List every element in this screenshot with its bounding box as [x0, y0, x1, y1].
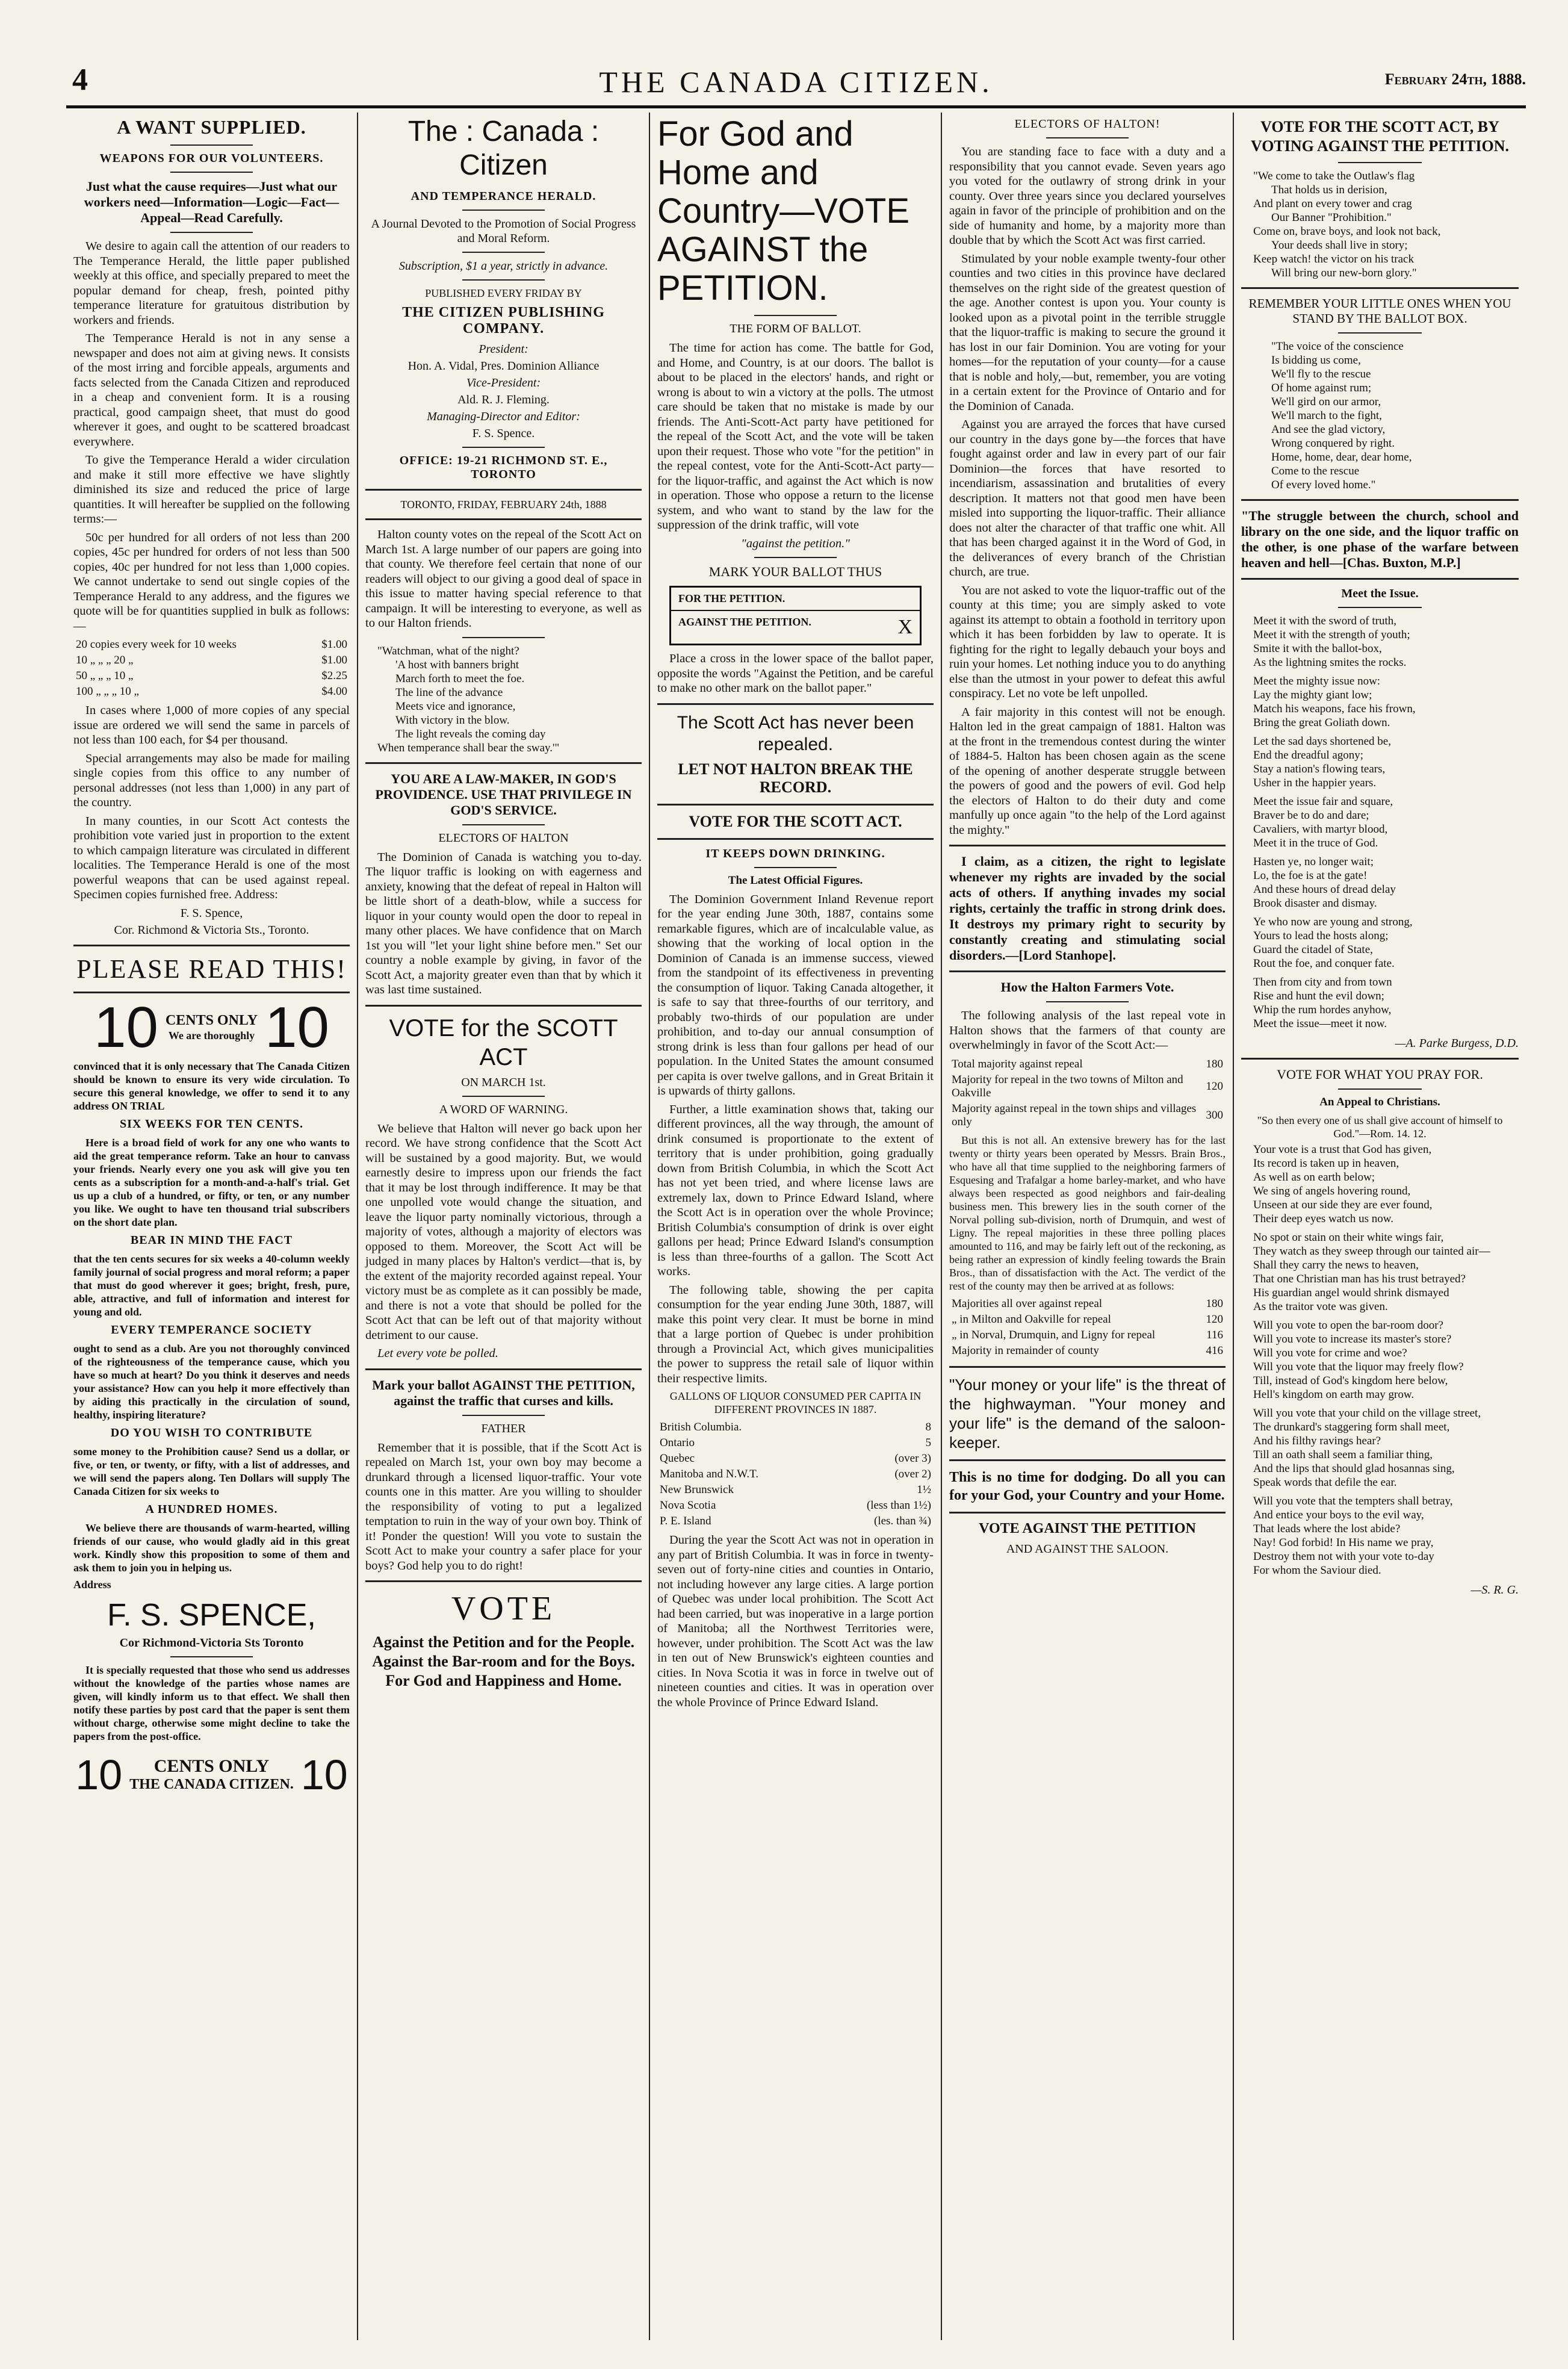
poem-line	[1241, 910, 1519, 915]
table-row: Total majority against repeal 180	[952, 1057, 1223, 1070]
poem-line: Meet it with the sword of truth,	[1253, 615, 1396, 627]
table-row: British Columbia. 8	[660, 1421, 931, 1433]
poem-line: Lo, the foe is at the gate!	[1253, 869, 1368, 882]
bottom-cents-banner: 10 CENTS ONLY THE CANADA CITIZEN. 10	[75, 1751, 348, 1798]
paragraph: The Dominion of Canada is watching you to-day. The liquor traffic is looking on with eagerness and anxiety, knowing that the defeat of repeal in Halton will be little short of a death-blow, while a success for liquor in your county would open the door to repeal in many other places. We have confidence that on March 1st you will "let your light shine before men." Set our country a noble example by giving, in favor of the Scott Act, a majority greater even than that by which it was last time sustained.	[365, 850, 642, 996]
paragraph: In many counties, in our Scott Act contests the prohibition vote varied just in proportion to the extent to which campaign literature was circulated in different localities. The Temperance Herald is one of the most powerful weapons that can be used against repeal. Specimen copies furnished free. Address:	[73, 814, 350, 901]
deck: Just what the cause requires—Just what our workers need—Information—Logic—Fact—Appeal—Read Carefully.	[84, 179, 339, 225]
paragraph: The Temperance Herald is not in any sense a newspaper and does not aim at giving news. It consists of the most irring and forcible appeals, arguments and facts selected from the Canada Citizen and reproduced in a cheap and convenient form. It is a rousing practical, good campaign sheet, that must do good wherever it goes, and ought to be scattered broadcast everywhere.	[73, 332, 350, 449]
poem-line	[1241, 669, 1519, 674]
paragraph: Place a cross in the lower space of the ballot paper, opposite the words "Against the Petition, and be careful to make no other mark on the ballot paper."	[657, 652, 934, 695]
office-address: OFFICE: 19-21 RICHMOND ST. E., TORONTO	[399, 454, 608, 481]
poem-line: Will you vote that the tempters shall betray,	[1253, 1495, 1453, 1507]
poem-line: Will you vote for crime and woe?	[1253, 1347, 1407, 1359]
poem-line: Braver be to do and dare;	[1253, 809, 1369, 822]
poem-line: Match his weapons, face his frown,	[1253, 703, 1416, 715]
poem-line	[1241, 970, 1519, 975]
poem-line: Cavaliers, with martyr blood,	[1253, 823, 1388, 836]
poem	[1241, 614, 1519, 1031]
poem-line: End the dreadful agony;	[1253, 749, 1364, 762]
poem-line: Let the sad days shortened be,	[1253, 735, 1391, 748]
poem-line: Guard the citadel of State,	[1253, 943, 1373, 956]
paragraph: But this is not all. An extensive brewery has for the last twenty or thirty years been operated by Messrs. Brain Bros., who have all that time supplied to the neighboring farmers of Esquesing and Trafalgar a home barley-market, and who have always been respected as good neighbors and fair-dealing business men. This brewery lies in the south corner of the Norval polling sub-division, north of Drumquin, and west of Ligny. The repeal majorities in these three polling places amounted to 116, and may be fairly left out of the reckoning, as being rather an expression of kindly feeling towards the Brain Bros., than of dissatisfaction with the Act. The verdict of the rest of the county may then be arrived at as follows:	[949, 1134, 1226, 1292]
poem-line: Hasten ye, no longer wait;	[1253, 855, 1374, 868]
poem-line: And these hours of dread delay	[1253, 883, 1396, 896]
paragraph: some money to the Prohibition cause? Send us a dollar, or five, or ten, or twenty, or fifty, with a list of addresses, and we will send the papers along. Ten Dollars will supply The Canada Citizen for six weeks to	[73, 1445, 350, 1497]
poem-line: Brook disaster and dismay.	[1253, 897, 1377, 910]
sample-ballot	[669, 586, 922, 645]
table-row: 10 „ „ „ 20 „ $1.00	[76, 654, 347, 666]
ballot-row-against: AGAINST THE PETITION. X	[678, 616, 913, 638]
electors-heading: ELECTORS OF HALTON!	[1014, 117, 1161, 131]
paragraph: Let every vote be polled.	[377, 1347, 498, 1360]
table-row: 50 „ „ „ 10 „ $2.25	[76, 669, 347, 682]
table-row: Majority for repeal in the two towns of Milton and Oakville 120	[952, 1073, 1223, 1099]
poem-line: Will you vote to open the bar-room door?	[1253, 1319, 1443, 1332]
masthead	[66, 57, 1526, 108]
poem	[1241, 1143, 1519, 1577]
poem-line: Will you vote that the liquor may freely flow?	[1253, 1361, 1464, 1373]
paragraph: Here is a broad field of work for any one who wants to aid the great temperance reform. Take an hour to canvass your friends. Nearly every one you ask will give you ten cents as a subscription for a month-and-a-half's trial. Get us up a club of a hundred, or fifty, or ten, or any number you like. We ought to have ten thousand trial subscribers on the short date plan.	[73, 1136, 350, 1228]
poem-line: They watch as they sweep through our tainted air—	[1253, 1245, 1490, 1258]
spence-address: Cor Richmond-Victoria Sts Toronto	[119, 1636, 304, 1650]
poem-line: That leads where the lost abide?	[1253, 1523, 1401, 1535]
paragraph: During the year the Scott Act was not in operation in any part of British Columbia. It was in force in twenty-seven out of forty-nine cities and counties in Ontario, not including however any large cities. A large portion of Quebec was under local prohibition. The Scott Act had been carried, but was inoperative in a large portion of Manitoba; all the Northwest Territories were, however, under prohibition. The Scott Act was the law in ten out of New Brunswick's eighteen counties and cities. In Nova Scotia it was in force in twelve out of nineteen counties and cities. It was in operation over the whole Province of Prince Edward Island.	[657, 1533, 934, 1709]
poem-line: Rise and hunt the evil down;	[1253, 990, 1384, 1002]
table-row: Majorities all over against repeal 180	[952, 1297, 1223, 1310]
paragraph: The following analysis of the last repeal vote in Halton shows that the farmers of that county are overwhelmingly in favor of the Scott Act:—	[949, 1009, 1226, 1052]
halton-majority-table	[949, 1057, 1226, 1130]
company-name: THE CITIZEN PUBLISHING COMPANY.	[402, 305, 605, 337]
newspaper-title: THE CANADA CITIZEN.	[599, 65, 993, 99]
poem-line: Rout the foe, and conquer fate.	[1253, 957, 1395, 970]
poem-line: Till an oath shall seem a familiar thing,	[1253, 1448, 1433, 1461]
section-heading: A HUNDRED HOMES.	[145, 1502, 278, 1516]
poem-line: Then from city and from town	[1253, 976, 1392, 989]
column-1: A WANT SUPPLIED. WEAPONS FOR OUR VOLUNTEERS. Just what the cause requires—Just what our workers need—Information—Logic—Fact—Appeal—Read Carefully. We desire to again call the attention of our readers to The Temperance Herald, the little paper published weekly at this office, and specially prepared to meet the popular demand for cheap, fresh, pointed pithy temperance literature for gratuitous distribution by workers and friends. The Temperance Herald is not in any sense a newspaper and does not aim at giving news. It consists of the most irring and forcible appeals, arguments and facts selected from the Canada Citizen and reproduced in a cheap and convenient form. It is a rousing practical, good campaign sheet, that must do good wherever it goes, and ought to be scattered broadcast everywhere. To give the Temperance Herald a wider circulation and make it still more effective we have slightly diminished its size and reduced the price of large quantities. It will hereafter be supplied on the following terms:— 50c per hundred for all orders of not less than 200 copies, 45c per hundred for orders of not less than 500 copies, 40c per hundred for not less than 1,000 copies. We cannot undertake to send out single copies of the Temperance Herald to any address, and the figures we quote will be for quantities supplied in bulk as follows:— 20 copies every week for 10 weeks $1.00 10 „ „ „ 20 „ $1.00 50 „ „ „ 10 „ $2.25 100 „ „ „ 10 „ $4.00 In cases where 1,000 of more copies of any special issue are ordered we will send the same in parcels of not less than 100 each, for $4 per thousand. Special arrangements may also be made for mailing single copies from this office to any number of personal addresses (not less than 1,000) in any part of the country. In many counties, in our Scott Act contests the prohibition vote varied just in proportion to the extent to which campaign literature was circulated in different localities. The Temperance Herald is one of the most powerful weapons that can be used against repeal. Specimen copies furnished free. Address: F. S. Spence, Cor. Richmond & Victoria Sts., Toronto. PLEASE READ THIS! 10 CENTS ONLY We are thoroughly 10 convinced that it is only necessary that The Canada Citizen should be known to ensure its very wide circulation. To secure this general knowledge, we offer to send it to any address ON TRIAL SIX WEEKS FOR TEN CENTS. Here is a broad field of work for any one who wants to aid the great temperance reform. Take an hour to canvass your friends. Nearly every one you ask will give you ten cents as a subscription for a month-and-a-half's trial. Get us up a club of a hundred, or fifty, or ten, or any number you like. We ought to have ten thousand trial subscribers on the short date plan. BEAR IN MIND THE FACT that the ten cents secures for six weeks a 40-column weekly family journal of social progress and moral reform; a paper that must do good wherever it goes; bright, fresh, pure, able, attractive, and full of information and interest for young and old. EVERY TEMPERANCE SOCIETY ought to send as a club. Are you not thoroughly convinced of the righteousness of the temperance cause, which you have so much at heart? Do you think it deserves and needs your assistance? How can you help it more effectively than by aiding this practically in the circulation of sound, healthy, inspiring literature? DO YOU WISH TO CONTRIBUTE some money to the Prohibition cause? Send us a dollar, or five, or ten, or twenty, or fifty, with a list of addresses, and we will send the papers along. Ten Dollars will supply The Canada Citizen for six weeks to A HUNDRED HOMES. We believe there are thousands of warm-hearted, willing friends of our cause, who would gladly aid in this great work. Kindly show this proposition to some of them and ask them to join you in helping us. Address F. S. SPENCE, Cor Richmond-Victoria Sts Toronto It is specially requested that those who send us addresses without the knowledge of the parties whose names are given, will kindly inform us to that effect. We shall then notify these parties by post card that the paper is sent them without charge, otherwise some might decline to take the papers from the post-office. 10 CENTS ONLY THE CANADA CITIZEN. 10	[66, 113, 358, 2340]
column-2: The : Canada : Citizen AND TEMPERANCE HERALD. A Journal Devoted to the Promotion of Social Progress and Moral Reform. Subscription, $1 a year, strictly in advance. PUBLISHED EVERY FRIDAY BY THE CITIZEN PUBLISHING COMPANY. President: Hon. A. Vidal, Pres. Dominion Alliance Vice-President: Ald. R. J. Fleming. Managing-Director and Editor: F. S. Spence. OFFICE: 19-21 RICHMOND ST. E., TORONTO TORONTO, FRIDAY, FEBRUARY 24th, 1888 Halton county votes on the repeal of the Scott Act on March 1st. A large number of our papers are going into that county. We therefore feel certain that none of our readers will object to our giving a good deal of space in this issue to matter having special reference to that campaign. It will be interesting to everyone, as well as to our Halton friends. "Watchman, what of the night? 'A host with banners bright March forth to meet the foe. The line of the advance Meets vice and ignorance, With victory in the blow. The light reveals the coming day When temperance shall bear the sway.'" YOU ARE A LAW-MAKER, IN GOD'S PROVIDENCE. USE THAT PRIVILEGE IN GOD'S SERVICE. ELECTORS OF HALTON The Dominion of Canada is watching you to-day. The liquor traffic is looking on with eagerness and anxiety, knowing that the defeat of repeal in Halton will be little short of a death-blow, while a success for liquor in your county would open the door to repeal in many other places. We have confidence that on March 1st you will "let your light shine before men." Set our country a noble example by giving, in favor of the Scott Act, a majority greater even than that by which it was last time sustained. VOTE for the SCOTT ACT ON MARCH 1st. A WORD OF WARNING. We believe that Halton will never go back upon her record. We have strong confidence that the Scott Act will be sustained by a good majority. But, we would earnestly desire to impress upon our friends the fact that it may be lost through indifference. It may be that one unpolled vote would change the situation, and leave the liquor party nominally victorious, through a majority of votes, although a majority of electors was opposed to them. Moreover, the Scott Act will be judged in many places by Halton's verdict—that is, by the extent of the majority recorded against repeal. Your victory must be as complete as it can possibly be made, and there is not a vote that should be polled for the Scott Act that can be left out of that majority without detriment to our cause. Let every vote be polled. Mark your ballot AGAINST THE PETITION, against the traffic that curses and kills. FATHER Remember that it is possible, that if the Scott Act is repealed on March 1st, your own boy may become a drunkard through a licensed liquor-traffic. Your vote counts one in this matter. Are you willing to shoulder the responsibility of voting to put a legalized temptation to ruin in the way of your own boy. Think of it! Ponder the question! Will you vote to sustain the Scott Act to make your country a safer place for your boys? God help you to do right! VOTE Against the Petition and for the People. Against the Bar-room and for the Boys. For God and Happiness and Home.	[358, 113, 650, 2340]
table-row: „ in Milton and Oakville for repeal 120	[952, 1312, 1223, 1326]
paragraph: The time for action has come. The battle for God, and Home, and Country, is at our doors. The ballot is about to be placed in the electors' hands, and right or wrong is about to win a victory at the polls. The utmost care should be taken that no mistake is made by our friends. The Anti-Scott-Act party have petitioned for the repeal of the Scott Act, and the vote will be taken upon their request. Those who vote "for the petition" in the repeal contest, vote for the Anti-Scott-Act party—for the liquor-traffic, and against the Act which is now in operation. Those who oppose a return to the license system, and who want to stand by the law for the suppression of the drink traffic, will vote	[657, 341, 934, 532]
poem: "Watchman, what of the night? 'A host with banners bright March forth to meet the foe. The line of the advance Meets vice and ignorance, With victory in the blow. The light reveals the coming day When temperance shall bear the sway.'"	[377, 644, 560, 754]
paragraph: Halton county votes on the repeal of the Scott Act on March 1st. A large number of our papers are going into that county. We therefore feel certain that none of our readers will object to our giving a good deal of space in this issue to matter having special reference to that campaign. It will be interesting to everyone, as well as to our Halton friends.	[365, 528, 642, 630]
paragraph: The following table, showing the per capita consumption for the year ending June 30th, 1887, will make this point very clear. It must be borne in mind that a large portion of Quebec is under prohibition through a Provincial Act, which gives municipalities the power to suppress the retail sale of liquor within their respective limits.	[657, 1283, 934, 1385]
table-row: 20 copies every week for 10 weeks $1.00	[76, 638, 347, 651]
table-row: Majority against repeal in the town ships and villages only 300	[952, 1102, 1223, 1128]
poem-line: The drunkard's staggering form shall meet,	[1253, 1421, 1450, 1433]
address-line: Cor. Richmond & Victoria Sts., Toronto.	[114, 923, 309, 937]
paragraph: Against you are arrayed the forces that have cursed our country in the days gone by—the forces that have fought against order and law in every part of our fair Dominion—the forces that have resorted to incendiarism, assassination and brutalities of every description. It matters not that good men have been misled into supporting the liquor-traffic. Their alliance does not alter the character of that traffic one whit. All that has been charged against it in the Word of God, in the deliverances of every branch of the Christian church, are true.	[949, 418, 1226, 579]
poem-line: We sing of angels hovering round,	[1253, 1185, 1411, 1197]
poem-line: Meet the issue fair and square,	[1253, 795, 1393, 808]
paragraph: that the ten cents secures for six weeks a 40-column weekly family journal of social progress and moral reform; a paper that must do good wherever it goes; bright, fresh, pure, able, attractive, and full of information and interest for young and old.	[73, 1252, 350, 1318]
section-heading: BEAR IN MIND THE FACT	[130, 1233, 293, 1247]
poem-line: Their deep eyes watch us now.	[1253, 1212, 1394, 1225]
paragraph: Special arrangements may also be made for mailing single copies from this office to any number of personal addresses (not less than 1,000) in any part of the country.	[73, 751, 350, 809]
table-row: P. E. Island (les. than ¾)	[660, 1515, 931, 1527]
poem-line: His guardian angel would shrink dismayed	[1253, 1287, 1449, 1299]
poem-line	[1241, 1489, 1519, 1494]
please-read-heading: PLEASE READ THIS!	[76, 954, 347, 984]
poem-line: That one Christian man has his trust betrayed?	[1253, 1273, 1466, 1285]
paragraph: 50c per hundred for all orders of not less than 200 copies, 45c per hundred for orders of not less than 500 copies, 40c per hundred for not less than 1,000 copies. We cannot undertake to send out single copies of the Temperance Herald to any address, and the figures we quote will be for quantities supplied in bulk as follows:—	[73, 530, 350, 633]
section-heading: SIX WEEKS FOR TEN CENTS.	[119, 1117, 303, 1131]
paragraph: Remember that it is possible, that if the Scott Act is repealed on March 1st, your own boy may become a drunkard through a licensed liquor-traffic. Your vote counts one in this matter. Are you willing to shoulder the responsibility of voting to put a legalized temptation to ruin in the way of your own boy. Think of it! Ponder the question! Will you vote to sustain the Scott Act to make your country a safer place for your boys? God help you to do right!	[365, 1441, 642, 1573]
table-row: Nova Scotia (less than 1½)	[660, 1499, 931, 1512]
poem-line: Hell's kingdom on earth may grow.	[1253, 1388, 1415, 1401]
poem-line: Your vote is a trust that God has given,	[1253, 1143, 1432, 1156]
ballot-row-for: FOR THE PETITION.	[671, 588, 920, 611]
poem-line: No spot or stain on their white wings fair,	[1253, 1231, 1444, 1244]
poem: "The voice of the conscience Is bidding us come, We'll fly to the rescue Of home against rum; We'll gird on our armor, We'll march to the fight, And see the glad victory, Wrong conquered by right. Home, home, dear, dear home, Come to the rescue Of every loved home."	[1271, 340, 1412, 491]
main-headline: For God and Home and Country—VOTE AGAINST the PETITION.	[657, 114, 910, 308]
column-5: VOTE FOR THE SCOTT ACT, BY VOTING AGAINST THE PETITION. "We come to take the Outlaw's flag That holds us in derision, And plant on every tower and crag Our Banner "Prohibition." Come on, brave boys, and look not back, Your deeds shall live in story; Keep watch! the victor on his track Will bring our new-born glory." REMEMBER YOUR LITTLE ONES WHEN YOU STAND BY THE BALLOT BOX. "The voice of the conscience Is bidding us come, We'll fly to the rescue Of home against rum; We'll gird on our armor, We'll march to the fight, And see the glad victory, Wrong conquered by right. Home, home, dear, dear home, Come to the rescue Of every loved home." "The struggle between the church, school and library on the one side, and the liquor traffic on the other, is one phase of the warfare between heaven and hell—[Chas. Buxton, M.P.] Meet the Issue. Meet it with the sword of truth, Meet it with the strength of youth; Smite it with the ballot-box, As the lightning smites the rocks. Meet the mighty issue now: Lay the mighty giant low; Match his weapons, face his frown, Bring the great Goliath down. Let the sad days shortened be, End the dreadful agony; Stay a nation's flowing tears, Usher in the happier years. Meet the issue fair and square, Braver be to do and dare; Cavaliers, with martyr blood, Meet it in the truce of God. Hasten ye, no longer wait; Lo, the foe is at the gate! And these hours of dread delay Brook disaster and dismay. Ye who now are young and strong, Yours to lead the hosts along; Guard the citadel of State, Rout the foe, and conquer fate. Then from city and from town Rise and hunt the evil down; Whip the rum hordes anyhow, Meet the issue—meet it now. —A. Parke Burgess, D.D. VOTE FOR WHAT YOU PRAY FOR. An Appeal to Christians. "So then every one of us shall give account of himself to God."—Rom. 14. 12. Your vote is a trust that God has given, Its record is taken up in heaven, As well as on earth below; We sing of angels hovering round, Unseen at our side they are ever found, Their deep eyes watch us now. No spot or stain on their white wings fair, They watch as they sweep through our tainted air— Shall they carry the news to heaven, That one Christian man has his trust betrayed? His guardian angel would shrink dismayed As the traitor vote was given. Will you vote to open the bar-room door? Will you vote to increase its master's store? Will you vote for crime and woe? Will you vote that the liquor may freely flow? Till, instead of God's kingdom here below, Hell's kingdom on earth may grow. Will you vote that your child on the village street, The drunkard's staggering form shall meet, And his filthy ravings hear? Till an oath shall seem a familiar thing, And the lips that should glad hosannas sing, Speak words that defile the ear. Will you vote that the tempters shall betray, And entice your boys to the evil way, That leads where the lost abide? Nay! God forbid! In His name we pray, Destroy them not with your vote to-day For whom the Saviour died. —S. R. G.	[1241, 118, 1519, 1597]
poem-line: And his filthy ravings hear?	[1253, 1435, 1381, 1447]
poem-line: Whip the rum hordes anyhow,	[1253, 1004, 1392, 1016]
poem-line	[1241, 790, 1519, 795]
poem: "We come to take the Outlaw's flag That holds us in derision, And plant on every tower and crag Our Banner "Prohibition." Come on, brave boys, and look not back, Your deeds shall live in story; Keep watch! the victor on his track Will bring our new-born glory."	[1253, 170, 1441, 279]
poem-line: Speak words that defile the ear.	[1253, 1476, 1397, 1489]
poem-line: Yours to lead the hosts along;	[1253, 930, 1389, 942]
vote-petition-heading: VOTE FOR THE SCOTT ACT, BY VOTING AGAINST THE PETITION.	[1250, 118, 1510, 155]
citizen-subtitle: AND TEMPERANCE HERALD.	[411, 190, 597, 203]
paragraph: The Dominion Government Inland Revenue report for the year ending June 30th, 1887, contains some remarkable figures, which are of incalculable value, as showing that the working of local option in the Dominion of Canada is an immense success, viewed from the standpoint of its effectiveness in preventing the consumption of liquor. Taking Canada altogether, it is safe to say that three-fourths of our territory, and probably two-thirds of our population are under prohibition, and to-day our annual consumption of strong drink is less than four gallons per head of our population. In the United States the amount consumed per capita is over twelve gallons, and in Great Britain it is upwards of thirty gallons.	[657, 892, 934, 1098]
poem-line	[1241, 850, 1519, 855]
paragraph: ought to send as a club. Are you not thoroughly convinced of the righteousness of the temperance cause, which you have so much at heart? Do you think it deserves and needs your assistance? How can you help it more effectively than by aiding this practically in the circulation of sound, healthy, inspiring literature?	[73, 1342, 350, 1421]
paragraph: convinced that it is only necessary that The Canada Citizen should be known to ensure its very wide circulation. To secure this general knowledge, we offer to send it to any address ON TRIAL	[73, 1060, 350, 1112]
poem-line: Nay! God forbid! In His name we pray,	[1253, 1536, 1434, 1549]
vote-heading: VOTE	[451, 1590, 556, 1627]
poem-line: Its record is taken up in heaven,	[1253, 1157, 1399, 1170]
poem-line: As well as on earth below;	[1253, 1171, 1375, 1184]
table-row: Majority in remainder of county 416	[952, 1344, 1223, 1357]
poem-line: Usher in the happier years.	[1253, 777, 1377, 789]
table-row: Manitoba and N.W.T. (over 2)	[660, 1468, 931, 1480]
poem-line: As the traitor vote was given.	[1253, 1300, 1388, 1313]
paragraph: Further, a little examination shows that, taking our different provinces, all the way through, the amount of drink consumed is proportionate to the extent of territory that is under prohibition, going gradually down from British Columbia, in which the Scott Act has not yet been tried, and where license laws are extremely lax, down to Prince Edward Island, where the Scott Act is in operation over the whole Province; British Columbia's consumption of drink is over eight gallons per head; Prince Edward Island's consumption is less than three-fourths of a gallon. The Scott Act works.	[657, 1102, 934, 1278]
weapons-subhead: WEAPONS FOR OUR VOLUNTEERS.	[99, 152, 324, 165]
poem-line: Stay a nation's flowing tears,	[1253, 763, 1386, 775]
poem-line: And the lips that should glad hosannas sing,	[1253, 1462, 1455, 1475]
section-heading: DO YOU WISH TO CONTRIBUTE	[110, 1426, 313, 1439]
poem-line: Shall they carry the news to heaven,	[1253, 1259, 1419, 1271]
poem-line: Lay the mighty giant low;	[1253, 689, 1372, 701]
want-supplied-heading: A WANT SUPPLIED.	[117, 116, 306, 138]
lawmaker-heading: YOU ARE A LAW-MAKER, IN GOD'S PROVIDENCE. USE THAT PRIVILEGE IN GOD'S SERVICE.	[375, 771, 632, 818]
poem-line: As the lightning smites the rocks.	[1253, 656, 1407, 669]
poem-line	[1241, 1226, 1519, 1231]
poem-line: Meet the mighty issue now:	[1253, 675, 1381, 688]
newspaper-page	[66, 57, 1526, 2345]
poem-line: Will you vote to increase its master's store?	[1253, 1333, 1452, 1346]
poem-line: Smite it with the ballot-box,	[1253, 642, 1382, 655]
poem-line: Till, instead of God's kingdom here below,	[1253, 1374, 1448, 1387]
poem-line: Destroy them not with your vote to-day	[1253, 1550, 1434, 1563]
stanhope-quote: I claim, as a citizen, the right to legislate whenever my rights are invaded by the social acts of others. If anything invades my social rights, certainly the traffic in strong drink does. It destroys my primary right to security by constantly creating and stimulating social disorders.—[Lord Stanhope].	[949, 854, 1226, 963]
poem-line	[1241, 1402, 1519, 1406]
poem-line: And entice your boys to the evil way,	[1253, 1509, 1424, 1521]
issue-date: February 24th, 1888.	[1384, 70, 1526, 88]
poem-line: Will you vote that your child on the village street,	[1253, 1407, 1481, 1420]
table-row: 100 „ „ „ 10 „ $4.00	[76, 685, 347, 698]
paragraph: A fair majority in this contest will not be enough. Halton led in the great campaign of 1881. Halton was at the front in the tremendous contest during the winter of 1884-5. Halton has been chosen again as the scene of the opening of another desperate struggle between the powers of good and the powers of evil. God help the electors of Halton to do their duty and come manfully up once again "to the help of the Lord against the mighty."	[949, 705, 1226, 837]
poem-line: Unseen at our side they are ever found,	[1253, 1199, 1433, 1211]
poem-line: Meet it with the strength of youth;	[1253, 629, 1410, 641]
paragraph: You are not asked to vote the liquor-traffic out of the county at this time; you are simply asked to vote against its attempt to obtain a foothold in territory upon which it has been forbidden by law to operate. It is fighting for the right to legally debauch your boys and ruin your homes. Let nothing induce you to do anything else than the utmost in your power to defeat this awful conspiracy. Let no vote be left unpolled.	[949, 583, 1226, 700]
column-4: ELECTORS OF HALTON! You are standing face to face with a duty and a responsibility that you cannot evade. Seven years ago you voted for the outlawry of strong drink in your county. Over three years since you declared yourselves again in favor of the principle of prohibition and on the side of humanity and home, by a majority more than double that by which the Scott Act was first carried. Stimulated by your noble example twenty-four other counties and two cities in this province have declared themselves on the right side of the greatest question of the age. Another contest is upon you. Your county is looked upon as a pivotal point in the terrible struggle that the liquor-traffic is making to secure the ground it has lost in our fair Dominion. You are voting for your homes—for the reputation of your county—for a cause that is noble and holy,—but, remember, you are voting in a certain extent for the Province of Ontario and for the Dominion of Canada. Against you are arrayed the forces that have cursed our country in the days gone by—the forces that have fought against order and law in every part of our fair Dominion—the forces that have resorted to incendiarism, assassination and brutalities of every description. It matters not that good men have been misled into supporting the liquor-traffic. Their alliance does not alter the character of that traffic one whit. All that has been charged against it in the Word of God, in the deliverances of every branch of the Christian church, are true. You are not asked to vote the liquor-traffic out of the county at this time; you are simply asked to vote against its attempt to obtain a foothold in territory upon which it has been forbidden by law to operate. It is fighting for the right to legally debauch your boys and ruin your homes. Let nothing induce you to do anything else than the utmost in your power to defeat this awful conspiracy. Let no vote be left unpolled. A fair majority in this contest will not be enough. Halton led in the great campaign of 1881. Halton was at the front in the tremendous contest during the winter of 1884-5. Halton has been chosen again as the scene of the opening of another desperate struggle between the powers of good and the powers of evil. God help the electors of Halton to do their duty and come manfully up once again "to the help of the Lord against the mighty." I claim, as a citizen, the right to legislate whenever my rights are invaded by the social acts of others. If anything invades my social rights, certainly the traffic in strong drink does. It destroys my primary right to security by constantly creating and stimulating social disorders.—[Lord Stanhope]. How the Halton Farmers Vote. The following analysis of the last repeal vote in Halton shows that the farmers of that county are overwhelmingly in favor of the Scott Act:— Total majority against repeal 180 Majority for repeal in the two towns of Milton and Oakville 120 Majority against repeal in the town ships and villages only 300 But this is not all. An extensive brewery has for the last twenty or thirty years been operated by Messrs. Brain Bros., who have all that time supplied to the neighboring farmers of Esquesing and Trafalgar a home barley-market, and who have always been respected as good neighbors and fair-dealing business men. This brewery lies in the south corner of the Norval polling sub-division, north of Drumquin, and west of Ligny. The repeal majorities in these three polling places amounted to 116, and may be fairly left out of the reckoning, as being rather an expression of kindly feeling towards the Brain Bros., than of dissatisfaction with the Act. The verdict of the rest of the county may then be arrived at as follows: Majorities all over against repeal 180 „ in Milton and Oakville for repeal 120 „ in Norval, Drumquin, and Ligny for repeal 116 Majority in remainder of county 416 "Your money or your life" is the threat of the highwayman. "Your money and your life" is the demand of the saloon-keeper. This is no time for dodging. Do all you can for your God, your Country and your Home. VOTE AGAINST THE PETITION AND AGAINST THE SALOON.	[942, 113, 1234, 2340]
rates-table	[73, 637, 350, 700]
vote-scott-heading: VOTE for the SCOTT ACT	[389, 1014, 618, 1070]
remainder-table	[949, 1296, 1226, 1359]
poem-line: Meet the issue—meet it now.	[1253, 1017, 1387, 1030]
paragraph: We believe there are thousands of warm-hearted, willing friends of our cause, who would gladly aid in this great work. Kindly show this proposition to some of them and ask them to join you in helping us.	[73, 1521, 350, 1574]
paragraph: To give the Temperance Herald a wider circulation and make it still more effective we have slightly diminished its size and reduced the price of large quantities. It will hereafter be supplied on the following terms:—	[73, 453, 350, 526]
poem-line	[1241, 730, 1519, 734]
spence-name: F. S. SPENCE,	[107, 1597, 316, 1633]
citizen-title: The : Canada : Citizen	[407, 116, 600, 181]
table-row: Ontario 5	[660, 1436, 931, 1449]
address-name: F. S. Spence,	[180, 906, 243, 920]
paragraph: You are standing face to face with a duty and a responsibility that you cannot evade. Seven years ago you voted for the outlawry of strong drink in your county. Over three years since you declared yourselves again in favor of the principle of prohibition and on the side of humanity and home, by a majority more than double that by which the Scott Act was first carried.	[949, 145, 1226, 247]
paragraph: Stimulated by your noble example twenty-four other counties and two cities in this province have declared themselves on the right side of the greatest question of the age. Another contest is upon you. Your county is looked upon as a pivotal point in the terrible struggle that the liquor-traffic is making to secure the ground it has lost in our fair Dominion. You are voting for your homes—for the reputation of your county—for a cause that is noble and holy,—but, remember, you are voting in a certain extent for the Province of Ontario and for the Dominion of Canada.	[949, 252, 1226, 413]
page-number: 4	[72, 63, 88, 97]
dateline: TORONTO, FRIDAY, FEBRUARY 24th, 1888	[400, 498, 607, 511]
poem-line: Meet it in the truce of God.	[1253, 837, 1378, 849]
poem-line: Bring the great Goliath down.	[1253, 716, 1390, 729]
ten-cents-banner: 10 CENTS ONLY We are thoroughly 10	[94, 995, 329, 1060]
table-row: „ in Norval, Drumquin, and Ligny for repeal 116	[952, 1328, 1223, 1341]
paragraph: We believe that Halton will never go back upon her record. We have strong confidence that the Scott Act will be sustained by a good majority. But, we would earnestly desire to impress upon our friends the fact that it may be lost through indifference. It may be that one unpolled vote would change the situation, and leave the liquor party nominally victorious, through a majority of votes, although a majority of electors was opposed to them. Moreover, the Scott Act will be judged in many places by Halton's verdict—that is, by the extent of the majority recorded against repeal. Your victory must be as complete as it can possibly be made, and there is not a vote that should be polled for the Scott Act that can be left out of that majority without detriment to our cause.	[365, 1122, 642, 1342]
poem-line: Ye who now are young and strong,	[1253, 916, 1413, 928]
table-row: Quebec (over 3)	[660, 1452, 931, 1465]
poem-line: For whom the Saviour died.	[1253, 1564, 1381, 1577]
table-row: New Brunswick 1½	[660, 1483, 931, 1496]
poem-line	[1241, 1314, 1519, 1318]
paragraph: It is specially requested that those who send us addresses without the knowledge of the parties whose names are given, will kindly inform us to that effect. We shall then notify these parties by post card that the paper is sent them without charge, otherwise some might decline to take the papers from the post-office.	[73, 1663, 350, 1742]
consumption-table	[657, 1420, 934, 1529]
column-3: For God and Home and Country—VOTE AGAINST the PETITION. THE FORM OF BALLOT. The time for action has come. The battle for God, and Home, and Country, is at our doors. The ballot is about to be placed in the electors' hands, and right or wrong is about to win a victory at the polls. The utmost care should be taken that no mistake is made by our friends. The Anti-Scott-Act party have petitioned for the repeal of the Scott Act, and the vote will be taken upon their request. Those who vote "for the petition" in the repeal contest, vote for the Anti-Scott-Act party—for the liquor-traffic, and against the Act which is now in operation. Those who oppose a return to the license system, and who want to stand by the law for the suppression of the drink traffic, will vote "against the petition." MARK YOUR BALLOT THUS FOR THE PETITION. AGAINST THE PETITION. X Place a cross in the lower space of the ballot paper, opposite the words "Against the Petition, and be careful to make no other mark on the ballot paper." The Scott Act has never been repealed. LET NOT HALTON BREAK THE RECORD. VOTE FOR THE SCOTT ACT. IT KEEPS DOWN DRINKING. The Latest Official Figures. The Dominion Government Inland Revenue report for the year ending June 30th, 1887, contains some remarkable figures, which are of incalculable value, as showing that the working of local option in the Dominion of Canada is an immense success, viewed from the standpoint of its effectiveness in preventing the consumption of liquor. Taking Canada altogether, it is safe to say that three-fourths of our territory, and probably two-thirds of our population are under prohibition, and to-day our annual consumption of strong drink is less than four gallons per head of our population. In the United States the amount consumed per capita is over twelve gallons, and in Great Britain it is upwards of thirty gallons. Further, a little examination shows that, taking our different provinces, all the way through, the amount of drink consumed is proportionate to the extent of territory that is under prohibition, going gradually down from British Columbia, in which the Scott Act has not yet been tried, and where license laws are extremely lax, down to Prince Edward Island, where the Scott Act is in operation over the whole Province; British Columbia's consumption of drink is over eight gallons per head; Prince Edward Island's consumption is less than three-fourths of a gallon. The Scott Act works. The following table, showing the per capita consumption for the year ending June 30th, 1887, will make this point very clear. It must be borne in mind that a large portion of Quebec is under prohibition through a Provincial Act, which gives municipalities the power to suppress the retail sale of liquor within their respective limits. GALLONS OF LIQUOR CONSUMED PER CAPITA IN DIFFERENT PROVINCES IN 1887. British Columbia. 8 Ontario 5 Quebec (over 3) Manitoba and N.W.T. (over 2) New Brunswick 1½ Nova Scotia (less than 1½) P. E. Island (les. than ¾) During the year the Scott Act was not in operation in any part of British Columbia. It was in force in twenty-seven out of forty-nine cities and counties in Ontario, not including however any large cities. A large portion of Quebec was under local prohibition. The Scott Act had been carried, but was inoperative in a large portion of Manitoba; all the Northwest Territories were, however, under prohibition. The Scott Act was the law in ten out of New Brunswick's eighteen counties and cities. In Nova Scotia it was in force in twelve out of nineteen counties and cities. It was in operation over the whole Province of Prince Edward Island.	[650, 113, 942, 2340]
section-heading: EVERY TEMPERANCE SOCIETY	[111, 1323, 312, 1337]
paragraph: In cases where 1,000 of more copies of any special issue are ordered we will send the same in parcels of not less than 100 each, for $4 per thousand.	[73, 704, 350, 747]
paragraph: We desire to again call the attention of our readers to The Temperance Herald, the little paper published weekly at this office, and specially prepared to meet the popular demand for cheap, fresh, pointed pithy temperance literature for gratuitous distribution by workers and friends.	[73, 240, 350, 327]
